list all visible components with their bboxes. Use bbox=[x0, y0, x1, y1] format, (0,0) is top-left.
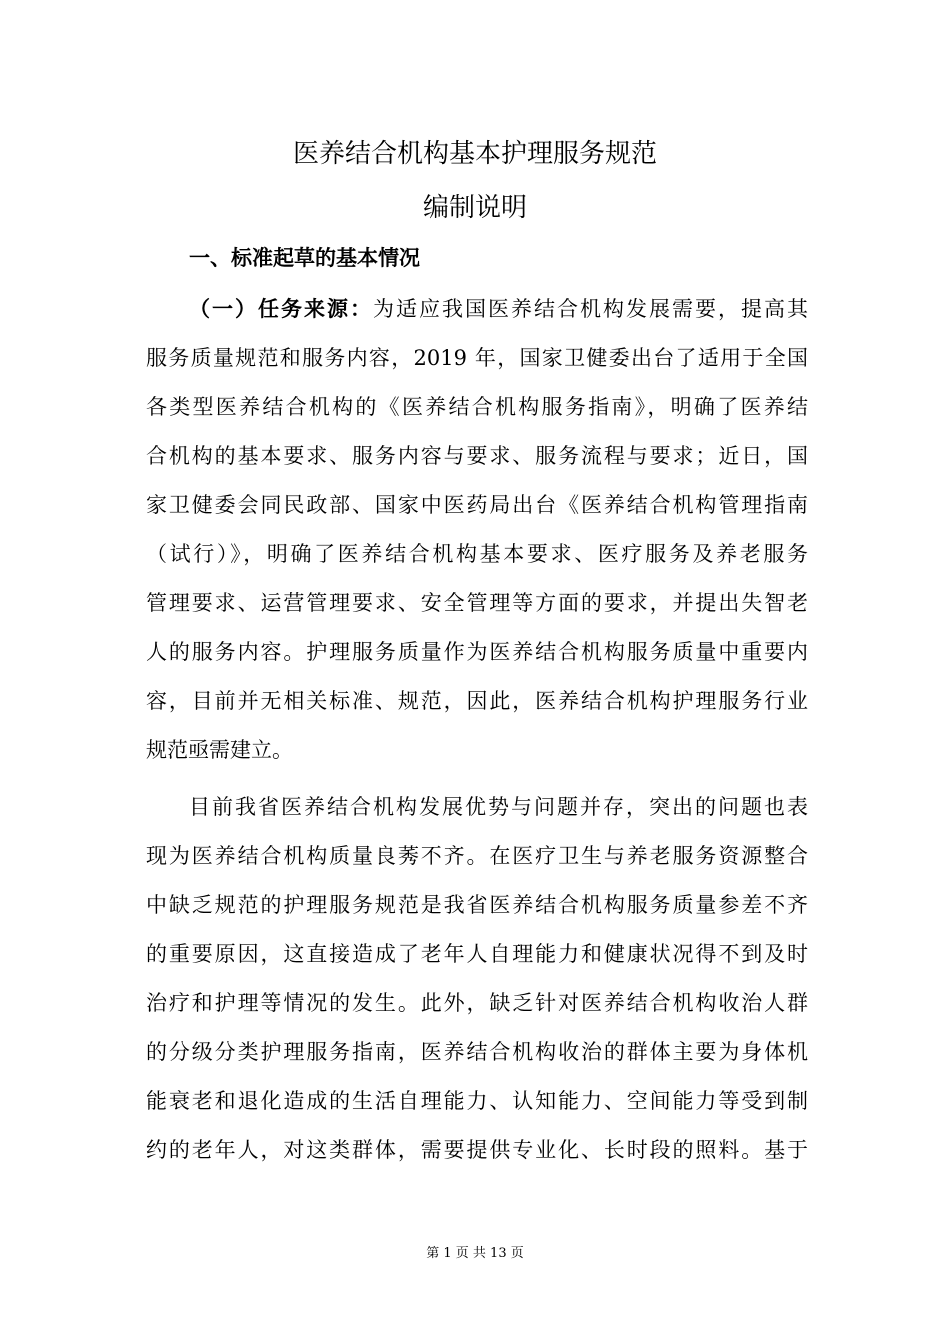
paragraph-line: 容，目前并无相关标准、规范，因此，医养结合机构护理服务行业 bbox=[146, 689, 808, 713]
paragraph-line: 服务质量规范和服务内容，2019 年，国家卫健委出台了适用于全国 bbox=[146, 346, 808, 370]
paragraph-line: 管理要求、运营管理要求、安全管理等方面的要求，并提出失智老 bbox=[146, 591, 808, 615]
paragraph-line: 现为医养结合机构质量良莠不齐。在医疗卫生与养老服务资源整合 bbox=[146, 844, 808, 868]
paragraph-text: 为适应我国医养结合机构发展需要，提高其 bbox=[373, 297, 808, 321]
paragraph-line: 能衰老和退化造成的生活自理能力、认知能力、空间能力等受到制 bbox=[146, 1089, 808, 1113]
paragraph-lead: （一）任务来源： bbox=[189, 297, 373, 321]
paragraph-line: 治疗和护理等情况的发生。此外，缺乏针对医养结合机构收治人群 bbox=[146, 991, 808, 1015]
document-title: 医养结合机构基本护理服务规范 bbox=[292, 139, 657, 169]
paragraph-line: 各类型医养结合机构的《医养结合机构服务指南》，明确了医养结 bbox=[146, 395, 808, 419]
paragraph-line: 合机构的基本要求、服务内容与要求、服务流程与要求；近日，国 bbox=[146, 444, 808, 468]
page-footer: 第 1 页 共 13 页 bbox=[426, 1246, 524, 1261]
paragraph-line bbox=[189, 285, 808, 333]
paragraph-line: 的分级分类护理服务指南，医养结合机构收治的群体主要为身体机 bbox=[146, 1040, 808, 1064]
section-heading: 一、标准起草的基本情况 bbox=[189, 246, 420, 270]
paragraph-line: 约的老年人，对这类群体，需要提供专业化、长时段的照料。基于 bbox=[146, 1138, 808, 1162]
paragraph-line: 人的服务内容。护理服务质量作为医养结合机构服务质量中重要内 bbox=[146, 640, 808, 664]
paragraph-line: 规范亟需建立。 bbox=[146, 738, 293, 762]
paragraph-line: 中缺乏规范的护理服务规范是我省医养结合机构服务质量参差不齐 bbox=[146, 893, 808, 917]
paragraph-line: 目前我省医养结合机构发展优势与问题并存，突出的问题也表 bbox=[189, 795, 808, 819]
paragraph-line: 家卫健委会同民政部、国家中医药局出台《医养结合机构管理指南 bbox=[146, 493, 808, 517]
document-subtitle: 编制说明 bbox=[422, 193, 527, 223]
paragraph-line: （试行）》，明确了医养结合机构基本要求、医疗服务及养老服务 bbox=[146, 542, 808, 566]
paragraph-line: 的重要原因，这直接造成了老年人自理能力和健康状况得不到及时 bbox=[146, 942, 808, 966]
